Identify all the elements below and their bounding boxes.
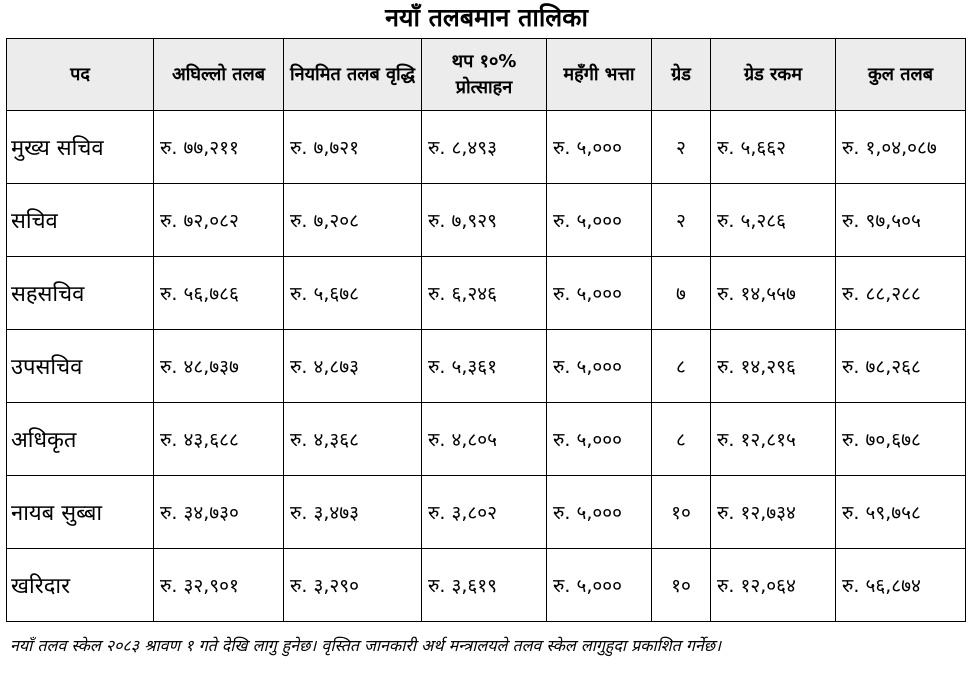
grade-amount-cell: रु. १२,०६४ [711, 549, 836, 622]
table-row [7, 257, 966, 330]
column-header-regular-increment: नियमित तलब वृद्धि [284, 39, 422, 111]
page-title: नयाँ तलबमान तालिका [385, 3, 588, 32]
dearness-allowance-cell: रु. ५,००० [547, 476, 652, 549]
footnote: नयाँ तलव स्केल २०८३ श्रावण १ गते देखि लागु हुनेछ। वृस्तित जानकारी अर्थ मन्त्रालयले तलव स्केल लागुहुदा प्रकाशित गर्नेछ। [10, 636, 722, 655]
previous-salary-cell: रु. ३४,७३० [154, 476, 284, 549]
dearness-allowance-cell: रु. ५,००० [547, 111, 652, 184]
table-row [7, 184, 966, 257]
previous-salary-cell: रु. ३२,९०१ [154, 549, 284, 622]
total-salary-cell: रु. ७८,२६८ [836, 330, 966, 403]
total-salary-cell: रु. ९७,५०५ [836, 184, 966, 257]
regular-increment-cell: रु. ४,८७३ [284, 330, 422, 403]
table-row [7, 476, 966, 549]
column-header-dearness-allowance: महँगी भत्ता [547, 39, 652, 111]
grade-cell: २ [652, 111, 711, 184]
table-row [7, 549, 966, 622]
incentive-cell: रु. ४,८०५ [422, 403, 547, 476]
post-cell: सहसचिव [7, 257, 154, 330]
total-salary-cell: रु. ५६,८७४ [836, 549, 966, 622]
grade-cell: १० [652, 476, 711, 549]
grade-amount-cell: रु. ५,२८६ [711, 184, 836, 257]
grade-amount-cell: रु. १२,७३४ [711, 476, 836, 549]
grade-amount-cell: रु. १४,२९६ [711, 330, 836, 403]
dearness-allowance-cell: रु. ५,००० [547, 549, 652, 622]
regular-increment-cell: रु. ४,३६८ [284, 403, 422, 476]
regular-increment-cell: रु. ७,२०८ [284, 184, 422, 257]
header-row [7, 39, 966, 111]
column-header-incentive: थप १०% प्रोत्साहन [422, 39, 547, 111]
incentive-cell: रु. ५,३६१ [422, 330, 547, 403]
incentive-cell: रु. ८,४९३ [422, 111, 547, 184]
total-salary-cell: रु. १,०४,०८७ [836, 111, 966, 184]
column-header-previous-salary: अघिल्लो तलब [154, 39, 284, 111]
previous-salary-cell: रु. ७२,०८२ [154, 184, 284, 257]
grade-cell: ८ [652, 330, 711, 403]
total-salary-cell: रु. ५९,७५८ [836, 476, 966, 549]
previous-salary-cell: रु. ४३,६८८ [154, 403, 284, 476]
previous-salary-cell: रु. ७७,२११ [154, 111, 284, 184]
grade-cell: २ [652, 184, 711, 257]
table-row [7, 330, 966, 403]
dearness-allowance-cell: रु. ५,००० [547, 184, 652, 257]
regular-increment-cell: रु. ५,६७८ [284, 257, 422, 330]
dearness-allowance-cell: रु. ५,००० [547, 257, 652, 330]
salary-table [6, 38, 966, 622]
post-cell: उपसचिव [7, 330, 154, 403]
post-cell: खरिदार [7, 549, 154, 622]
dearness-allowance-cell: रु. ५,००० [547, 330, 652, 403]
grade-cell: ८ [652, 403, 711, 476]
column-header-grade: ग्रेड [652, 39, 711, 111]
post-cell: अधिकृत [7, 403, 154, 476]
incentive-cell: रु. ३,८०२ [422, 476, 547, 549]
post-cell: मुख्य सचिव [7, 111, 154, 184]
column-header-total-salary: कुल तलब [836, 39, 966, 111]
column-header-post: पद [7, 39, 154, 111]
incentive-cell: रु. ३,६१९ [422, 549, 547, 622]
table-row [7, 403, 966, 476]
grade-cell: ७ [652, 257, 711, 330]
grade-cell: १० [652, 549, 711, 622]
previous-salary-cell: रु. ४८,७३७ [154, 330, 284, 403]
post-cell: सचिव [7, 184, 154, 257]
total-salary-cell: रु. ७०,६७८ [836, 403, 966, 476]
regular-increment-cell: रु. ७,७२१ [284, 111, 422, 184]
grade-amount-cell: रु. ५,६६२ [711, 111, 836, 184]
incentive-cell: रु. ७,९२९ [422, 184, 547, 257]
regular-increment-cell: रु. ३,२९० [284, 549, 422, 622]
grade-amount-cell: रु. १२,८१५ [711, 403, 836, 476]
regular-increment-cell: रु. ३,४७३ [284, 476, 422, 549]
table-row [7, 111, 966, 184]
column-header-grade-amount: ग्रेड रकम [711, 39, 836, 111]
previous-salary-cell: रु. ५६,७८६ [154, 257, 284, 330]
incentive-cell: रु. ६,२४६ [422, 257, 547, 330]
total-salary-cell: रु. ८८,२८८ [836, 257, 966, 330]
post-cell: नायब सुब्बा [7, 476, 154, 549]
dearness-allowance-cell: रु. ५,००० [547, 403, 652, 476]
grade-amount-cell: रु. १४,५५७ [711, 257, 836, 330]
